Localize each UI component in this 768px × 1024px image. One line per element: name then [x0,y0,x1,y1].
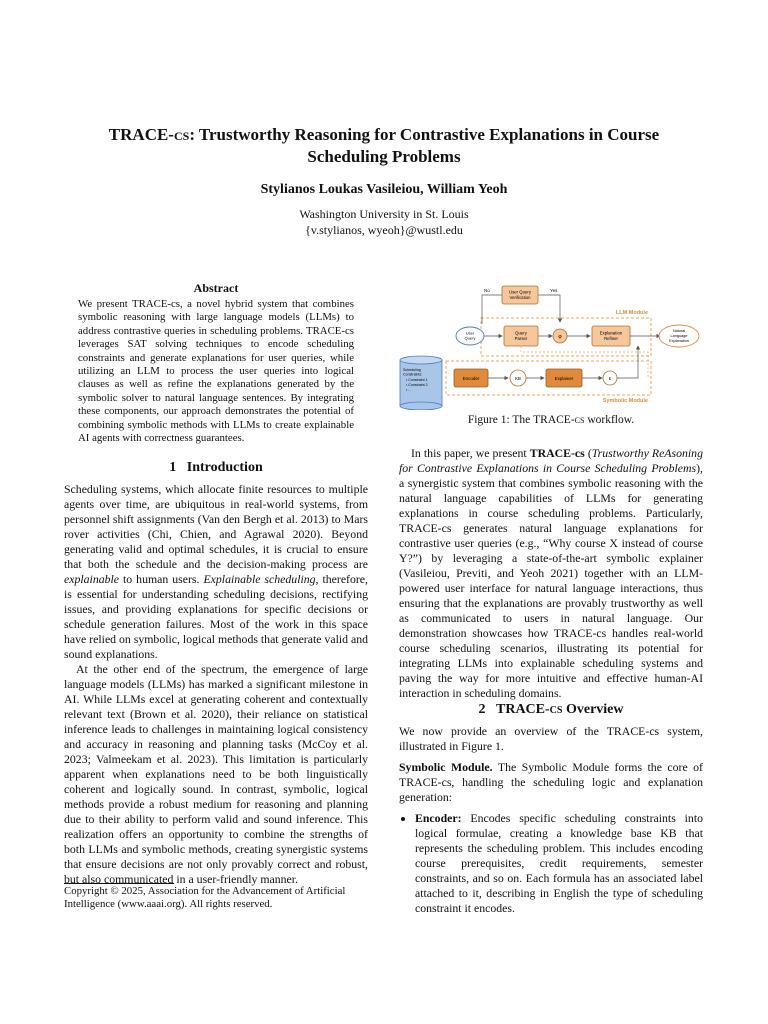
kb-title-2: Constraints: [403,372,423,377]
nl-explanation-label-1: Natural [672,329,686,333]
overview-paragraph: We now provide an overview of the TRACE-cs system, illustrated in Figure 1. [399,724,703,753]
yes-label: Yes [550,288,558,293]
right-paragraph-1: In this paper, we present TRACE-cs (Trustworthy ReAsoning for Contrastive Explanations in Course Scheduling Problems), a synergistic system that combines symbolic reasoning with the natural language capabilities of LLMs for generating explanations in course scheduling problems. Particularly, TRACE-cs generates natural language explanations for contrastive user queries (e.g., “Why course X instead of course Y?”) by leveraging a state-of-the-art symbolic explainer (Vasileiou, Previti, and Yeoh 2021) together with an LLM-powered user interface for natural language interactions, thus ensuring that the explanations are provably trustworthy as well as communicated to users in natural language. Our demonstration showcases how TRACE-cs handles real-world course scheduling scenarios, illustrating its potential for integrating LLMs into explainable scheduling systems and paving the way for more intuitive and effective human-AI interaction in scheduling domains. [399,446,703,700]
abstract-heading: Abstract [193,281,239,295]
kb-item-3: • ... [406,388,412,392]
llm-module-label: LLM Module [615,310,648,316]
figure-1-caption: Figure 1: The TRACE-cs workflow. [467,414,635,426]
intro-paragraph-1: Scheduling systems, which allocate finite resources to multiple agents over time, are ubiquitous in real-world systems, from personnel shift assignments (Van den Bergh et al. 2013) to Mars rover activities (Chi, Chien, and Agrawal 2020). Beyond generating valid and optimal schedules, it is crucial to ensure that both the schedule and the decision-making process are explainable to human users. Explainable scheduling, therefore, is essential for understanding scheduling decisions, rectifying issues, and providing explanations for specific decisions or schedule generation failures. Most of the work in this space have relied on symbolic, logical methods that generate valid and sound explanations. [64,482,369,661]
feedback-line [521,346,648,378]
symbolic-module-label: Symbolic Module [602,398,648,404]
authors: Stylianos Loukas Vasileiou, William Yeoh [260,182,508,197]
symbolic-module-paragraph: Symbolic Module. The Symbolic Module forms the core of TRACE-cs, handling the scheduling logic and explanation generation: [399,760,703,804]
verification-label-2: Verification [509,295,531,300]
epsilon-label: ε [608,376,612,382]
section-2-body [399,724,703,916]
nl-explanation-label-3: Explanation [669,339,689,343]
no-arrow [482,295,502,324]
kb-item-2: • Constraint 2 [406,383,428,387]
epsilon-arrow [617,346,638,378]
figure-1-workflow-diagram [398,282,708,410]
verification-label-1: User Query [509,289,531,295]
footnote-rule [64,883,174,884]
query-parser-label-1: Query [515,330,527,336]
list-item-encoder: • Encoder: Encodes specific scheduling constraints into logical formulae, creating a knowledge base KB that represents the scheduling problem. This includes encoding course prerequisites, credit requirements, semester constraints, and so on. Each formula has an associated label attached to it, describing in English the type of scheduling constraint it encodes. [415,811,703,916]
abstract-text: We present TRACE-cs, a novel hybrid system that combines symbolic reasoning with large language models (LLMs) to address contrastive queries in scheduling problems. TRACE-cs leverages SAT solving techniques to encode scheduling constraints and generate explanations for user queries, while utilizing an LLM to process the user queries into logical clauses as well as refine the explanations generated by the symbolic solver to natural language sentences. By integrating these components, our approach demonstrates the potential of combining symbolic methods with LLMs to create explainable AI agents with correctness guarantees. [78,298,354,445]
paper-title [60,124,708,168]
kb-label: KB [515,376,521,381]
refiner-label-1: Explanation [599,330,623,336]
kb-item-1: • Constraint 1 [406,378,428,382]
title-line2: Scheduling Problems [307,147,461,166]
affiliation: Washington University in St. Louis [299,207,469,221]
encoder-label: Encoder [462,376,480,381]
refiner-label-2: Refiner [604,336,618,341]
user-query-label-2: Query [464,335,476,341]
copyright-footnote: Copyright © 2025, Association for the Advancement of Artificial Intelligence (www.aaai.org). All rights reserved. [64,885,346,910]
title-line1: TRACE-cs: Trustworthy Reasoning for Contrastive Explanations in Course [108,125,660,144]
section-1-body [64,482,368,887]
nl-explanation-label-2: Language [670,334,688,338]
right-column-intro [399,446,703,701]
explainer-label: Explainer [554,376,574,381]
user-query-label-1: User [465,330,475,336]
no-label: No [484,288,490,293]
phi-label: φ [558,334,562,340]
emails: {v.stylianos, wyeoh}@wustl.edu [305,223,463,237]
affiliation-block [60,206,708,238]
section-1-heading: 1 Introduction [169,460,263,475]
symbolic-module-list [399,811,703,916]
kb-title-1: Scheduling [403,368,421,372]
query-parser-label-2: Parser [514,336,528,341]
intro-paragraph-2: At the other end of the spectrum, the emergence of large language models (LLMs) has marked a significant milestone in AI. While LLMs excel at generating coherent and contextually relevant text (Brown et al. 2020), their reliance on statistical inference leads to challenges in maintaining logical consistency and accuracy in reasoning and planning tasks (McCoy et al. 2023; Valmeekam et al. 2023). This limitation is particularly apparent when explanations need to be both linguistically coherent and logically sound. In contrast, symbolic, logical methods provide a robust medium for reasoning and planning due to their ability to perform valid and sound inference. This realization offers an opportunity to combine the strengths of both LLMs and symbolic methods, creating synergistic systems that ensure decisions are not only provably correct and robust, but also communicated in a user-friendly manner. [64,662,368,886]
section-2-heading: 2 TRACE-cs Overview [478,702,624,717]
